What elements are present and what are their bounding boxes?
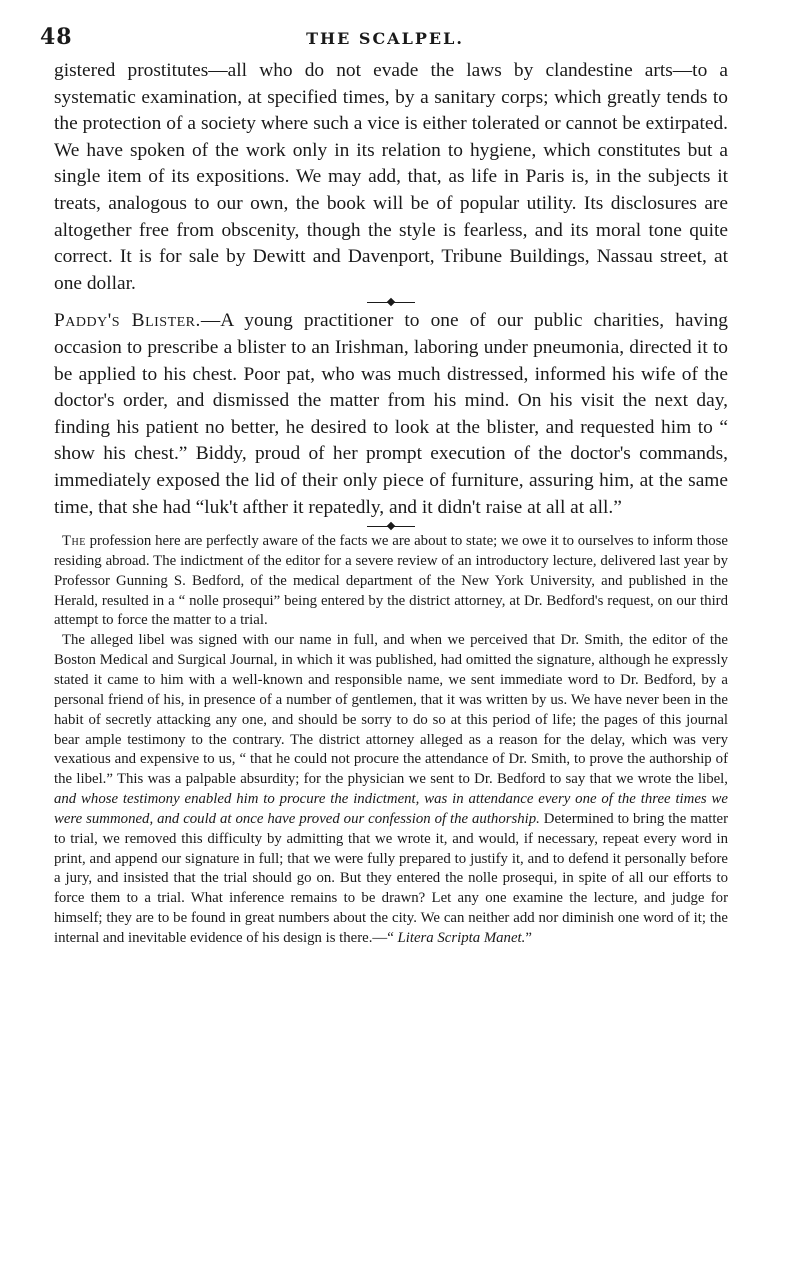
running-head: THE SCALPEL. <box>306 29 464 48</box>
article-text: —A young practitioner to one of our public charities, having occasion to prescribe a blister to an Irishman, laboring under pneumonia, directed it to be applied to his chest. Poor pat, who was much distressed, informed his wife of the doctor's order, and dismissed the matter from his mind. On his visit the next day, finding his patient no better, he desired to look at the blister, and requested him to “ show his chest.” Biddy, proud of her prompt execution of the doctor's commands, immediately exposed the lid of their only piece of furniture, assuring him, at the same time, that she had “luk't afther it repatedly, and it didn't raise at all at all.” <box>54 310 728 518</box>
divider-ornament <box>367 526 415 527</box>
closing-quote: ” <box>525 929 532 946</box>
libel-article-paragraph-1 <box>54 532 728 631</box>
latin-motto: Litera Scripta Manet. <box>397 929 526 946</box>
article-continuation: gistered prostitutes—all who do not evade the laws by clandestine arts—to a systematic examination, at specified times, by a sanitary corps; which greatly tends to the protection of a society where such a vice is either tolerated or cannot be extirpated. We have spoken of the work only in its relation to hygiene, which constitutes but a single item of its expositions. We may add, that, as life in Paris is, in the subjects it treats, analogous to our own, the book will be of popular utility. Its disclosures are altogether free from obscenity, though the style is fearless, and its moral tone quite correct. It is for sale by Dewitt and Davenport, Tribune Buildings, Nassau street, at one dollar. <box>54 60 728 294</box>
page-number: 48 <box>40 24 73 50</box>
article-text: profession here are perfectly aware of the facts we are about to state; we owe it to ourselves to inform those residing abroad. The indictment of the editor for a severe review of an introductory lecture, delivered last year by Professor Gunning S. Bedford, of the medical department of the New York University, and published in the Herald, resulted in a “ nolle prosequi” being entered by the district attorney, at Dr. Bedford's request, on our third attempt to force the matter to a trial. <box>54 533 728 629</box>
article-text: Determined to bring the matter to trial, we removed this difficulty by admitting that we wrote it, and would, if necessary, repeat every word in print, and append our signature in full; that we were fully prepared to justify it, and to defend it personally before a jury, and insisted that the trial should go on. But they entered the nolle prosequi, in spite of all our efforts to force them to a trial. What inference remains to be drawn? Let any one examine the lecture, and judge for himself; they are to be found in great numbers about the city. We can neither add nor diminish one word of it; the internal and inevitable evidence of his design is there.—“ <box>54 810 728 946</box>
article-heading: The <box>62 533 86 550</box>
article-heading: Paddy's Blister. <box>54 310 201 332</box>
italic-text: and whose testimony enabled him to procure the indictment, was in attendance every one of the three times we were summoned, and could at once have proved our confession of the authorship. <box>54 791 728 827</box>
libel-article-paragraph-2 <box>54 631 728 949</box>
article-text: The alleged libel was signed with our name in full, and when we perceived that Dr. Smith, the editor of the Boston Medical and Surgical Journal, in which it was published, had omitted the signature, although he expressly stated it came to him with a well-known and responsible name, we sent immediate word to Dr. Bedford, by a personal friend of his, in presence of a number of gentlemen, that it was written by us. We have never been in the habit of secretly attacking any one, and should be sorry to do so at this period of life; the pages of this journal bear ample testimony to the contrary. The district attorney alleged as a reason for the delay, which was very vexatious and expensive to us, “ that he could not procure the attendance of Dr. Smith, to prove the authorship of the libel.” This was a palpable absurdity; for the physician we sent to Dr. Bedford to say that we wrote the libel, <box>54 632 728 788</box>
divider-ornament <box>367 302 415 303</box>
page-body <box>54 58 728 949</box>
page-header <box>40 10 730 50</box>
section-divider <box>54 521 728 532</box>
section-divider <box>54 297 728 308</box>
paddys-blister-article <box>54 308 728 521</box>
